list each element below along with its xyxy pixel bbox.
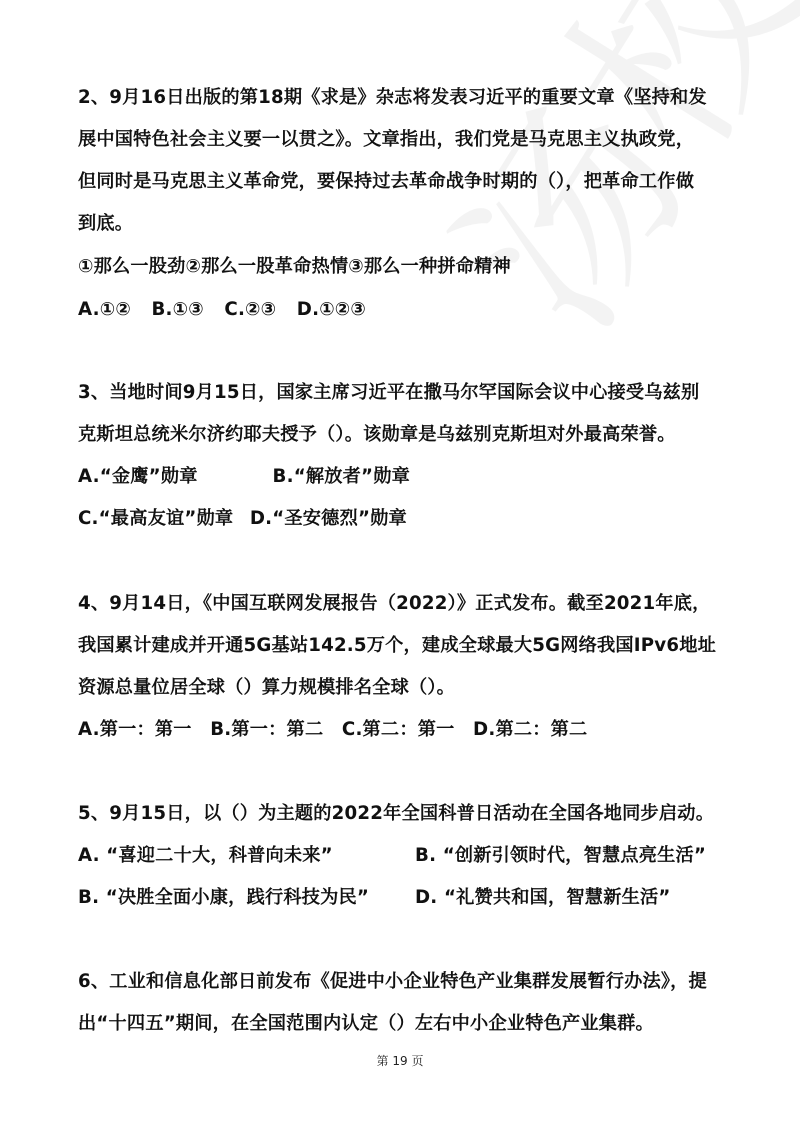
option-a: A.①② <box>78 299 131 320</box>
option-b: B.第一：第二 <box>210 719 324 740</box>
question-2-line-1: 2、9月16日出版的第18期《求是》杂志将发表习近平的重要文章《坚持和发 <box>78 87 707 108</box>
question-4-line-3: 资源总量位居全球（）算力规模排名全球（）。 <box>78 677 456 698</box>
question-3-options-row-1 <box>78 465 410 489</box>
option-c: C.②③ <box>224 299 277 320</box>
option-d: D. “礼赞共和国，智慧新生活” <box>415 887 671 908</box>
option-c: B. “决胜全面小康，践行科技为民” <box>78 887 370 908</box>
question-4-options <box>78 718 587 742</box>
question-3-line-2: 克斯坦总统米尔济约耶夫授予（）。该勋章是乌兹别克斯坦对外最高荣誉。 <box>78 424 676 445</box>
question-5-line-1: 5、9月15日，以（）为主题的2022年全国科普日活动在全国各地同步启动。 <box>78 803 715 824</box>
question-2-line-2: 展中国特色社会主义要一以贯之》。文章指出，我们党是马克思主义执政党， <box>78 129 695 150</box>
question-5-options-row-1 <box>78 844 728 868</box>
option-c: C.第二：第一 <box>341 719 455 740</box>
question-6-line-1: 6、工业和信息化部日前发布《促进中小企业特色产业集群发展暂行办法》，提 <box>78 971 707 992</box>
question-4-line-1: 4、9月14日，《中国互联网发展报告（2022）》正式发布。截至2021年底， <box>78 593 711 614</box>
question-3-options-row-2 <box>78 507 407 531</box>
question-4-line-2: 我国累计建成并开通5G基站142.5万个，建成全球最大5G网络我国IPv6地址 <box>78 635 716 656</box>
option-a: A.第一：第一 <box>78 719 192 740</box>
option-c: C.“最高友谊”勋章 <box>78 508 234 529</box>
option-b: B.①③ <box>151 299 204 320</box>
option-b: B.“解放者”勋章 <box>272 466 410 487</box>
question-6-line-2: 出“十四五”期间，在全国范围内认定（）左右中小企业特色产业集群。 <box>78 1013 654 1034</box>
question-3-line-1: 3、当地时间9月15日，国家主席习近平在撒马尔罕国际会议中心接受乌兹别 <box>78 382 700 403</box>
page-number: 第 19 页 <box>376 1054 424 1068</box>
option-b: B. “创新引领时代，智慧点亮生活” <box>415 845 707 866</box>
option-d: D.“圣安德烈”勋章 <box>249 508 407 529</box>
question-2-line-3: 但同时是马克思主义革命党，要保持过去革命战争时期的（），把革命工作做 <box>78 171 695 192</box>
question-2-line-4: 到底。 <box>78 213 134 234</box>
option-d: D.①②③ <box>296 299 366 320</box>
question-2-options <box>78 298 366 322</box>
question-2-statement: ①那么一股劲②那么一股革命热情③那么一种拼命精神 <box>78 256 511 277</box>
question-5-options-row-2 <box>78 886 728 910</box>
option-d: D.第二：第二 <box>473 719 588 740</box>
option-a: A.“金鹰”勋章 <box>78 466 198 487</box>
option-a: A. “喜迎二十大，科普向未来” <box>78 845 333 866</box>
